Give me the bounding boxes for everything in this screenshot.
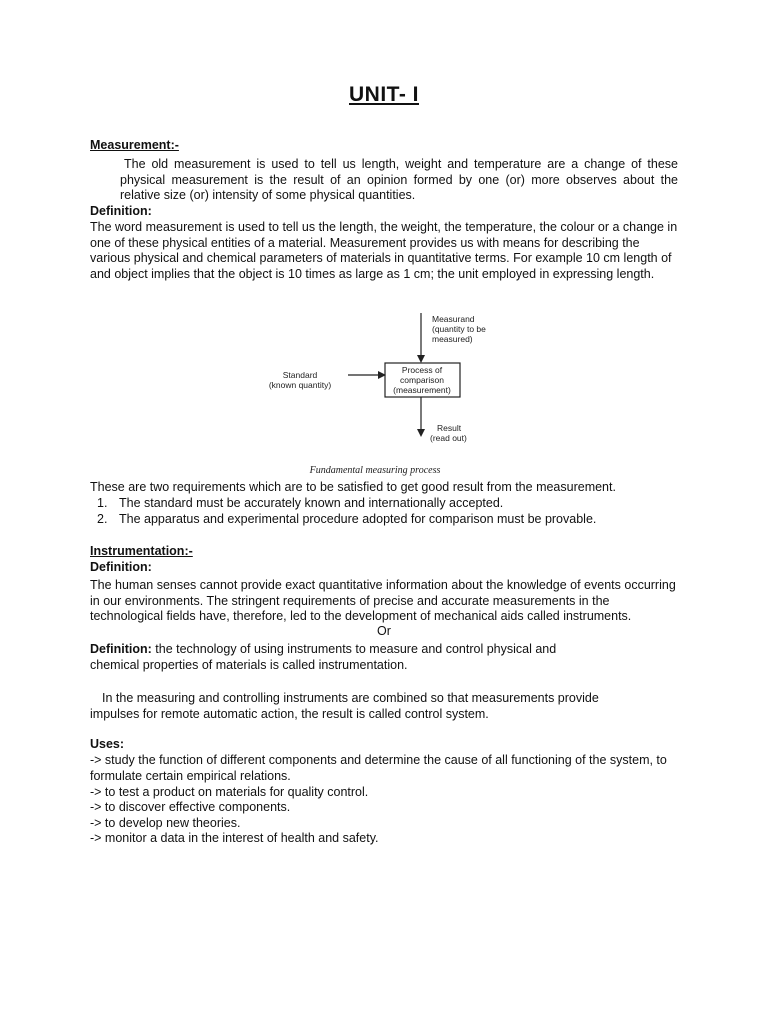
uses-item-5: -> monitor a data in the interest of health and safety. bbox=[90, 831, 379, 845]
definition-2-label: Definition: bbox=[90, 642, 152, 656]
standard-sublabel: (known quantity) bbox=[268, 380, 332, 390]
result-label: Result bbox=[437, 423, 462, 433]
measurand-sublabel-1: (quantity to be bbox=[432, 324, 486, 334]
standard-label: Standard bbox=[282, 370, 318, 380]
uses-heading: Uses: bbox=[90, 737, 125, 751]
requirement-number: 1. bbox=[97, 496, 108, 510]
measuring-process-diagram bbox=[258, 295, 510, 480]
result-arrowhead bbox=[417, 429, 425, 437]
definition-label: Definition: bbox=[90, 204, 152, 218]
requirement-number: 2. bbox=[97, 512, 108, 526]
requirement-item-1 bbox=[97, 496, 677, 512]
requirement-item-2 bbox=[97, 512, 677, 528]
definition-2-text: the technology of using instruments to measure and control physical and chemical properties of materials is called instrumentation. bbox=[90, 642, 557, 672]
control-system-paragraph: In the measuring and controlling instruments are combined so that measurements provide impulses for remote automatic action, the result is called control system. bbox=[90, 691, 599, 721]
measurement-intro: The old measurement is used to tell us length, weight and temperature are a change of these physical measurement is the result of an opinion formed by one (or) more observes about the relative size (or) intensity of some physical quantities. bbox=[120, 157, 678, 203]
measurand-sublabel-2: measured) bbox=[432, 334, 473, 344]
requirement-text: The standard must be accurately known and internationally accepted. bbox=[119, 496, 504, 510]
instrumentation-paragraph: The human senses cannot provide exact quantitative information about the knowledge of events occurring in our environments. The stringent requirements of precise and accurate measurements in the technological fields have, therefore, led to the development of mechanical aids called instruments. bbox=[90, 578, 676, 624]
uses-item-4: -> to develop new theories. bbox=[90, 816, 241, 830]
page-title: UNIT- I bbox=[349, 83, 419, 106]
instrumentation-definition-2 bbox=[90, 642, 570, 673]
measurand-label: Measurand bbox=[432, 314, 475, 324]
or-separator: Or bbox=[377, 624, 391, 638]
measurement-heading: Measurement:- bbox=[90, 138, 179, 152]
instrumentation-definition-label: Definition: bbox=[90, 560, 152, 574]
process-label-3: (measurement) bbox=[393, 385, 451, 395]
uses-item-1: -> study the function of different components and determine the cause of all functioning of the system, to formulate certain empirical relations. bbox=[90, 753, 667, 783]
uses-item-3: -> to discover effective components. bbox=[90, 800, 291, 814]
uses-item-2: -> to test a product on materials for quality control. bbox=[90, 785, 369, 799]
requirement-text: The apparatus and experimental procedure adopted for comparison must be provable. bbox=[119, 512, 597, 526]
requirements-intro: These are two requirements which are to be satisfied to get good result from the measurement. bbox=[90, 480, 616, 494]
process-label-1: Process of bbox=[401, 365, 443, 375]
process-label-2: comparison bbox=[400, 375, 444, 385]
measurement-definition: The word measurement is used to tell us the length, the weight, the temperature, the colour or a change in one of these physical entities of a material. Measurement provides us with means for describing the various physical and chemical parameters of materials in quantitative terms. For example 10 cm length of and object implies that the object is 10 times as large as 1 cm; the unit employed in expressing length. bbox=[90, 220, 678, 281]
measurand-arrowhead bbox=[417, 355, 425, 363]
result-sublabel: (read out) bbox=[430, 433, 467, 443]
instrumentation-heading: Instrumentation:- bbox=[90, 544, 193, 558]
diagram-caption: Fundamental measuring process bbox=[309, 465, 441, 476]
